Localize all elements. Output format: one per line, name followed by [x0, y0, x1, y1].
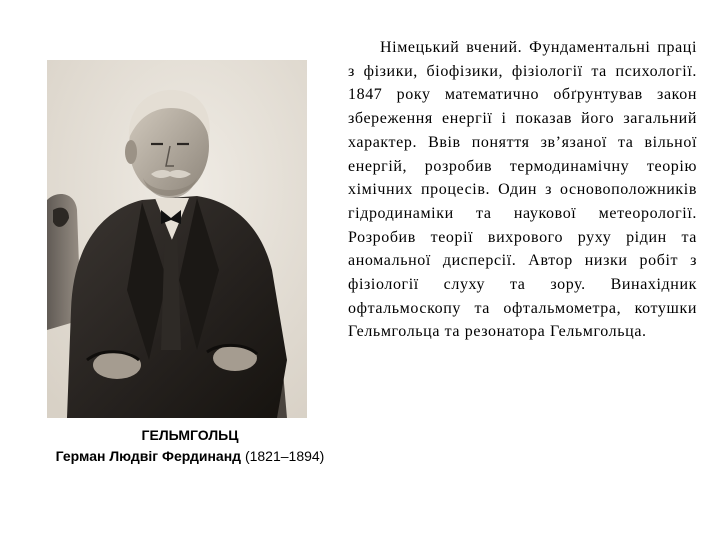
scientist-name: ГЕЛЬМГОЛЬЦ — [141, 427, 239, 443]
scientist-lifespan: (1821–1894) — [244, 448, 325, 464]
scientist-full-name: Герман Людвіг Фердинанд — [55, 448, 242, 464]
portrait-photo — [47, 60, 307, 418]
biography-text: Німецький вчений. Фундаментальні праці з фізики, біофізики, фізіології та психології. 1847 року математично обґрунтував закон збереження енергії і показав його загальний характер. Ввів поняття зв’язаної та вільної енергій, розробив термодинамічну теорію хімічних процесів. Один з основоположників гідродинаміки та наукової метеорології. Розробив теорії вихрового руху рідин та аномальної дисперсії. Автор низки робіт з фізіології слуху та зору. Винахідник офтальмоскопу та офтальмометра, котушки Гельмгольца та резонатора Гельмгольца. — [348, 39, 697, 341]
portrait-image — [47, 60, 307, 418]
portrait-caption — [20, 425, 360, 467]
